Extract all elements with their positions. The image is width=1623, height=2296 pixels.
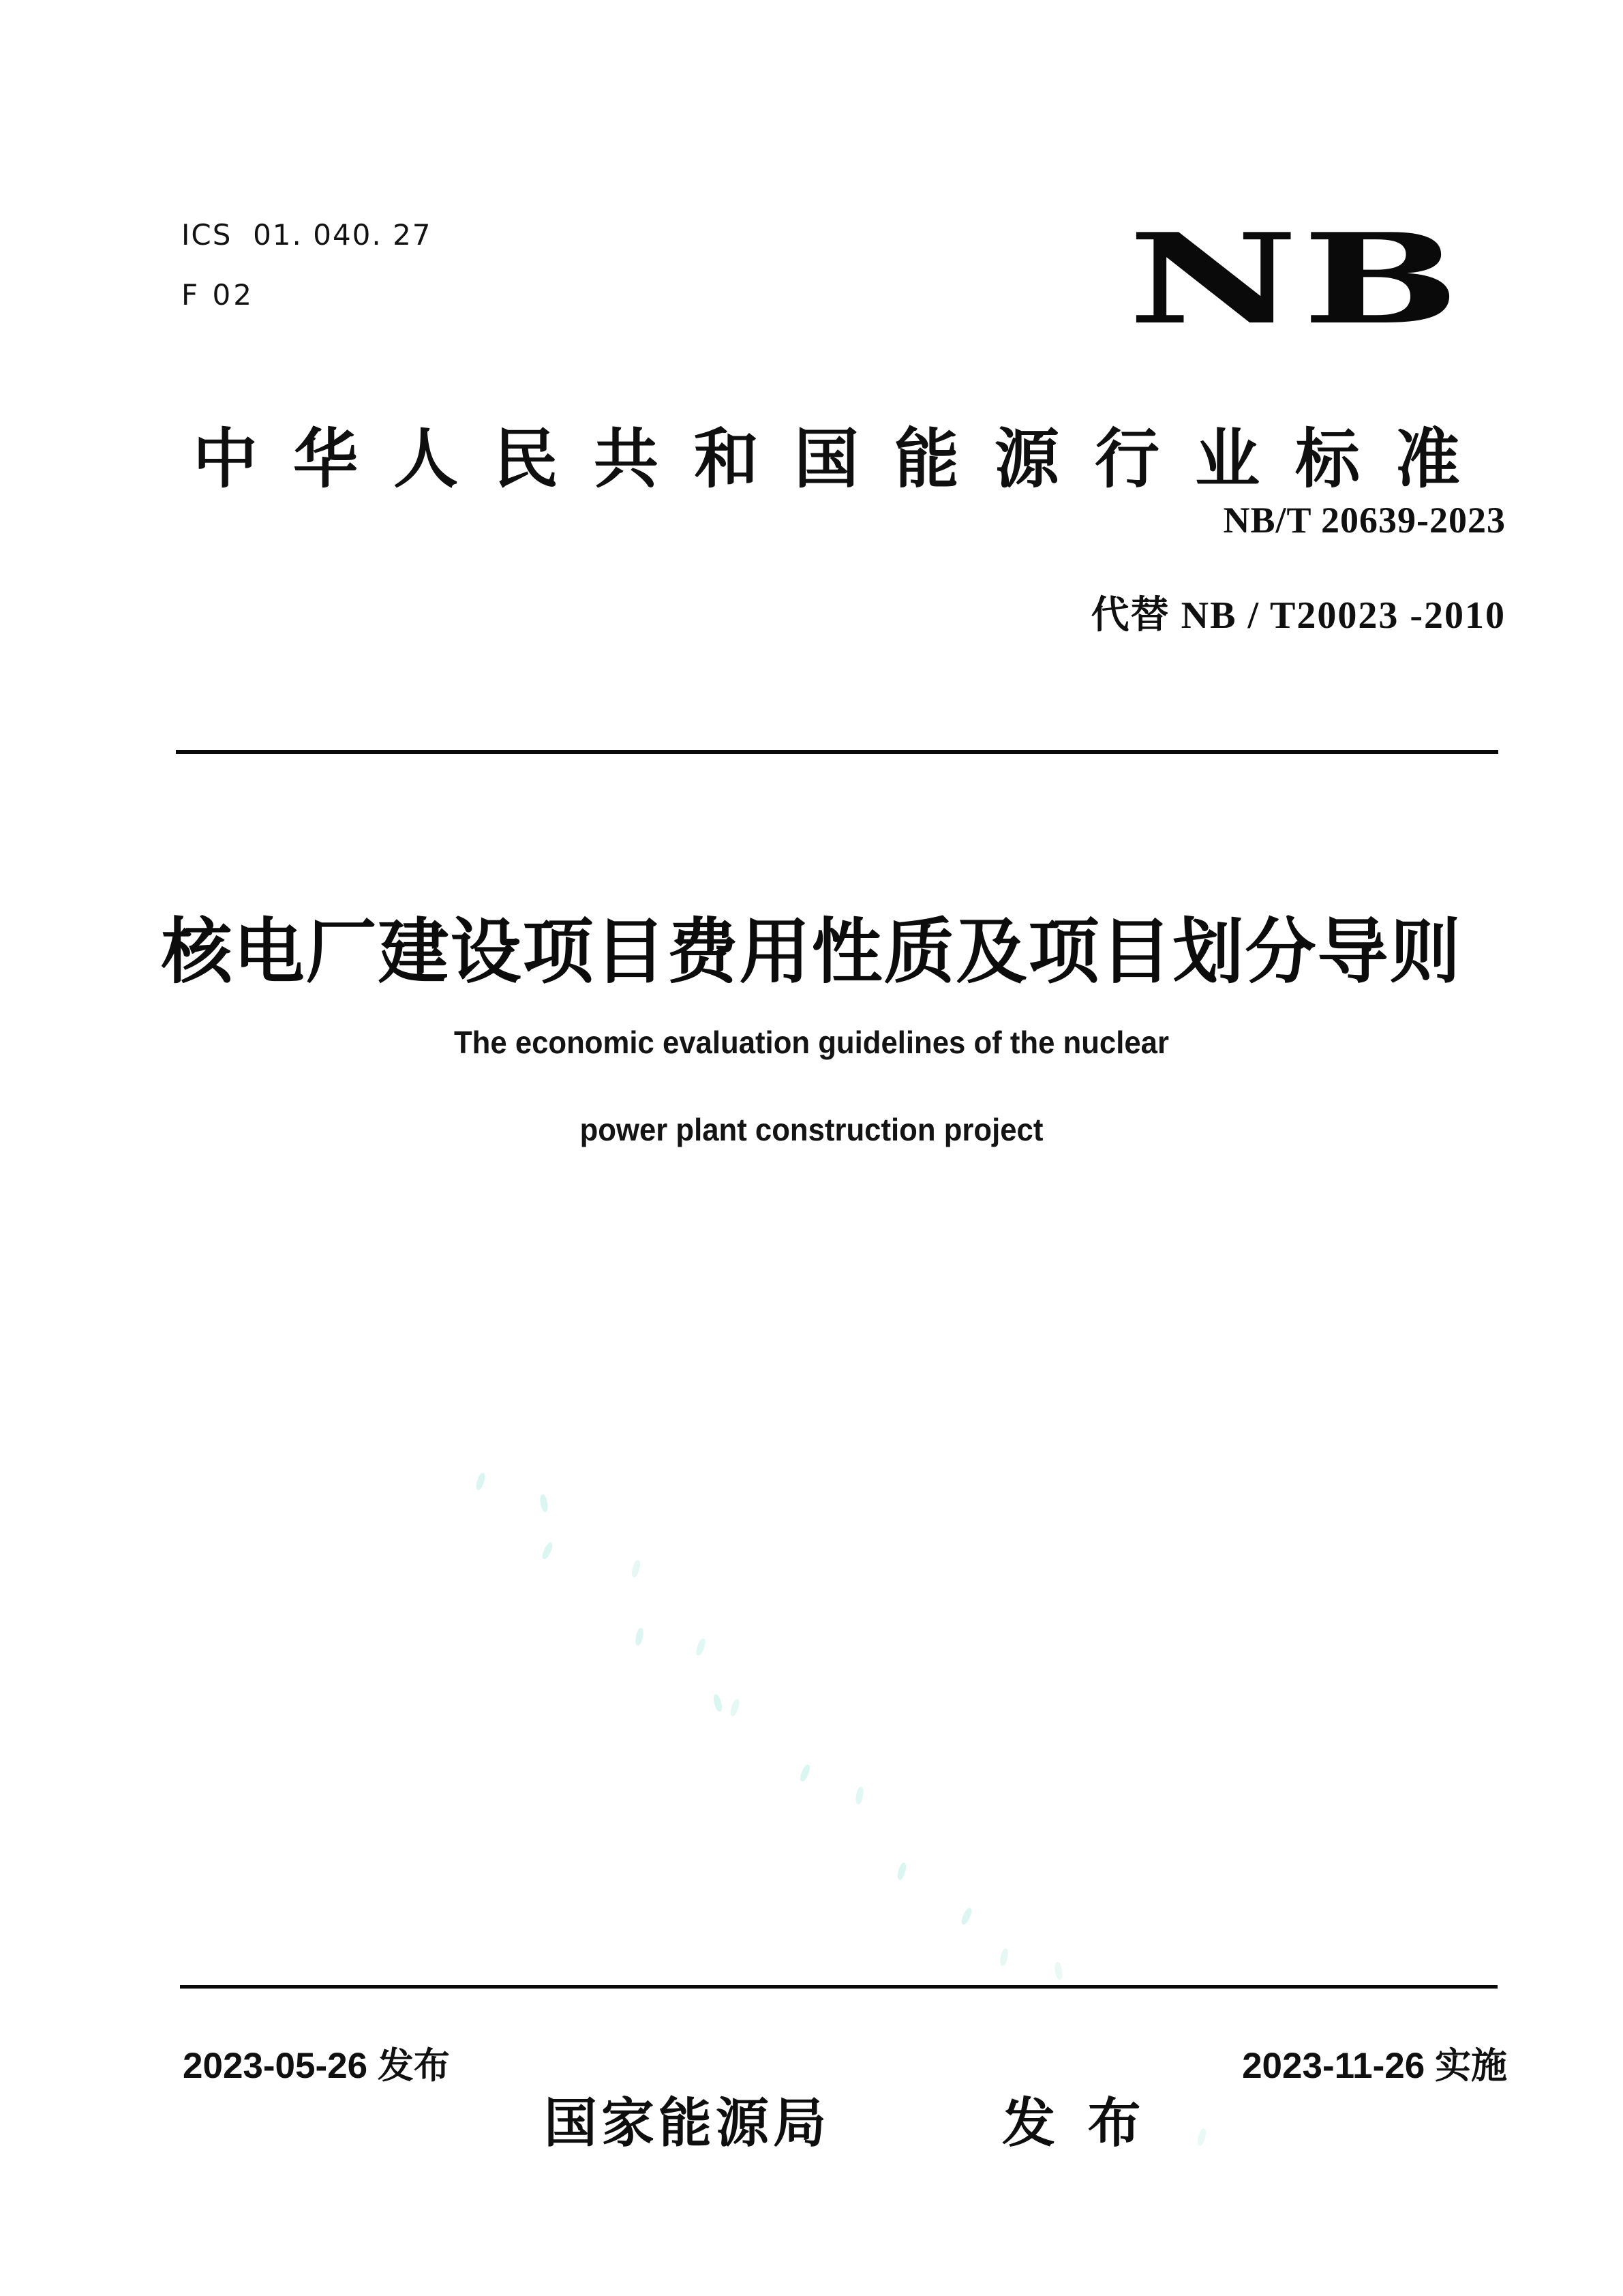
issue-action-label: 发 布 <box>1002 2093 1145 2153</box>
issuer-row <box>544 2081 1145 2157</box>
watermark-speck <box>634 1627 644 1646</box>
watermark-speck <box>1054 1961 1063 1980</box>
watermark-speck <box>541 1541 554 1560</box>
document-title-en-line2: power plant construction project <box>579 1112 1044 1147</box>
watermark-speck <box>855 1786 864 1804</box>
watermark-speck <box>695 1637 707 1657</box>
watermark-speck <box>798 1764 811 1783</box>
watermark-speck <box>1196 2128 1207 2147</box>
standard-number: NB/T 20639-2023 <box>1223 500 1506 541</box>
issuer-name: 国家能源局 <box>544 2093 831 2153</box>
replaces-note: 代替 NB / T20023 -2010 <box>1091 594 1506 637</box>
ics-code: ICS 01. 040. 27 <box>181 218 432 252</box>
effective-date: 2023-11-26 实施 <box>1242 2046 1507 2086</box>
document-title-zh: 核电厂建设项目费用性质及项目划分导则 <box>161 913 1462 992</box>
doc-class-code: F 02 <box>181 278 254 312</box>
watermark-speck <box>539 1494 549 1512</box>
watermark-speck <box>631 1559 641 1578</box>
nb-logo: NB <box>1127 206 1463 352</box>
issue-date: 2023-05-26 发布 <box>183 2046 450 2086</box>
watermark-speck <box>474 1472 487 1491</box>
standard-type-title: 中华人民共和国能源行业标准 <box>193 423 1496 496</box>
watermark-speck <box>960 1907 973 1926</box>
watermark-speck <box>729 1698 741 1717</box>
watermark-speck <box>999 1948 1009 1967</box>
header-rule <box>176 750 1498 754</box>
document-title-en-line1: The economic evaluation guidelines of the nuclear <box>453 1025 1170 1060</box>
watermark-speck <box>896 1862 908 1881</box>
footer-rule <box>180 1985 1498 1989</box>
watermark-speck <box>712 1693 723 1712</box>
